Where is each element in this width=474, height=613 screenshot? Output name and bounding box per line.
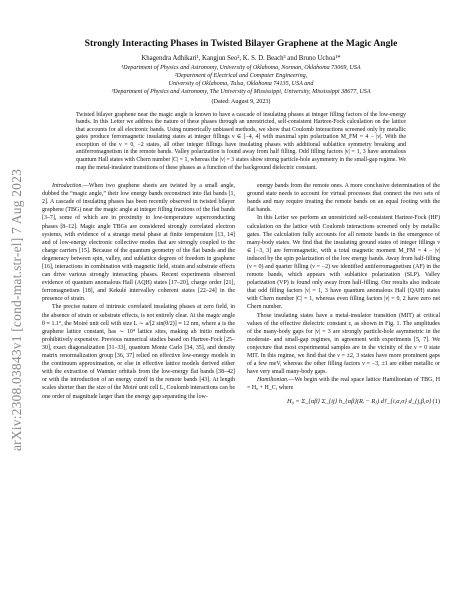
equation-1 <box>247 398 440 407</box>
intro-text: —When two graphene sheets are twisted by a small angle, dubbed the “magic angle,” their low energy bands reconstruct into flat bands [1, 2]. A cascade of insulating phases has been recently observed in twisted bilayer graphene (TBG) near the magic angle at integer filling fractions of the flat bands [3–7], some of which are in proximity to low-temperature superconducting phases [8–12]. Magic angle TBGs are considered strongly correlated electron systems, with evidence of a strange metal phase at finite temperature [13, 14] and of low-energy electronic collective modes that are strongly coupled to the charge carriers [15]. Because of the quantum geometry of the flat bands and the degeneracy between spin, valley, and sublattice degrees of freedom in graphene [16], interactions in combination with magnetic field, strain and substrate effects can drive various strongly interacting phases. Recent experiments observed evidence of quantum anomalous Hall (AQH) states [17–20], charge order [21], ferromagnetism [18], and Kekulé intervalley coherent states [22–24] in the presence of strain. <box>42 183 235 303</box>
right-paragraph-3: Those insulating states have a metal-insulator transition (MIT) at critical values of the effective dielectric constant ε, as shown in Fig. 1. The amplitudes of the many-body gaps for |ν| = 3 are strongly particle-hole asymmetric in the moderate- and small-gap regimes, in agreement with experiments [5, 7]. We conjecture that most experimental samples are in the vicinity of the ν = 0 state MIT. In this regime, we find that the ν = ±2, 3 states have more prominent gaps of a few meV, whereas the other filling factors ν = −3, ±1 are either metallic or have very small many-body gaps. <box>247 312 440 376</box>
intro-paragraph <box>42 182 235 303</box>
affiliation-3: University of Oklahoma, Tulsa, Oklahoma 74135, USA and <box>168 80 314 87</box>
right-column <box>247 182 440 406</box>
paper-title: Strongly Interacting Phases in Twisted Bilayer Graphene at the Magic Angle <box>84 38 398 49</box>
left-paragraph-2: The precise nature of intrinsic correlated insulating phases at zero field, in the absence of strain or substrate effects, is not entirely clear. At the magic angle θ ≈ 1.1°, the Moiré unit cell with size L ∼ a/[2 sin(θ/2)] ≈ 12 nm, where a is the graphene lattice constant, has ∼ 10⁴ lattice sites, making ab initio methods prohibitively expensive. Previous numerical studies based on Hartree-Fock [25–30], exact diagonalization [31–33], quantum Monte Carlo [34, 35], and density matrix renormalization group [36, 37] relied on effective low-energy models in the continuum approximation, or else in effective lattice models derived either with the extraction of Wannier orbitals from the low-energy flat bands [38–42] or with the introduction of an energy cutoff in the remote bands [43]. At length scales shorter than the size of the Moiré unit cell L, Coulomb interactions can be one order of magnitude larger than the energy gap separating the low- <box>42 304 235 400</box>
right-paragraph-1: energy bands from the remote ones. A more conclusive determination of the ground state needs to account for virtual processes that connect the two sets of bands and may require treating the remote bands on an equal footing with the flat bands. <box>247 183 440 214</box>
left-column <box>42 182 235 406</box>
affiliation-4: ³Department of Physics and Astronomy, The University of Mississippi, University, Mississippi 38677, USA <box>111 88 371 95</box>
paper-page <box>42 38 440 406</box>
intro-label: Introduction. <box>52 183 83 190</box>
affiliation-1: ¹Department of Physics and Astronomy, University of Oklahoma, Norman, Oklahoma 73069, USA <box>121 65 361 71</box>
right-paragraph-2: In this Letter we perform an unrestricted self-consistent Hartree-Fock (HF) calculation on the lattice with Coulomb interactions screened only by metallic gates. The calculation fully accounts for all remote bands in the emergence of many-body states. We find that the insulating ground states of integer fillings ν ∈ [−3, 3] are ferromagnetic, with a total magnetic moment M_FM = 4 − |ν| induced by the spin polarization of the low energy bands. Away from half-filling (ν = 0) and quarter filling (ν = −2) we identified antiferromagnetism (AF) in the remote bands, which appears with sublattice polarization (SLP). Valley polarization (VP) is found only away from half-filling. Our results also indicate that odd filling factors |ν| = 1, 3 have quantum anomalous Hall (QAH) states with Chern number |C| = 1, whereas even filling factors |ν| = 0, 2 have zero net Chern number. <box>247 215 440 311</box>
affiliation-2: ²Department of Electrical and Computer Engineering, <box>174 72 308 79</box>
equation-number: (1) <box>432 397 440 405</box>
body-columns <box>42 182 440 406</box>
hamiltonian-label: Hamiltonian. <box>257 377 289 384</box>
arxiv-identifier-sidebar <box>6 160 28 460</box>
hamiltonian-paragraph <box>247 376 440 392</box>
equation-body: H₀ = Σ_{αβ} Σ_{ij} h_{αβ}(Rᵢ − Rⱼ) d†_{i,α,σ} d_{j,β,σ} <box>287 397 432 405</box>
dated-line: (Dated: August 9, 2023) <box>211 98 271 105</box>
arxiv-identifier: arXiv:2308.03843v1 [cond-mat.str-el] 7 Aug 2023 <box>9 168 24 452</box>
author-list: Khagendra Adhikari¹, Kangjun Seo², K. S. D. Beach³ and Bruno Uchoa¹* <box>141 55 341 62</box>
hamiltonian-text: —We begin with the real space lattice Hamiltonian of TBG, H = H₀ + H_C, where <box>247 377 440 392</box>
abstract: Twisted bilayer graphene near the magic angle is known to have a cascade of insulating phases at integer filling factors of the low-energy bands. In this Letter we address the nature of these phases through an unrestricted, self-consistent Hartree-Fock calculation on the lattice that accounts for all electronic bands. Using numerically unbiased methods, we show that Coulomb interactions screened only by metallic gates produce ferromagnetic insulating states at integer fillings ν ∈ [−4, 4] with maximal spin polarization M_FM = 4 − |ν|. With the exception of the ν = 0, −2 states, all other integer fillings have insulating phases with additional sublattice symmetry breaking and antiferromagnetism in the remote bands. Valley polarization is found away from half filling. Odd filling factors |ν| = 1, 3 have anomalous quantum Hall states with Chern number |C| = 1, whereas the |ν| = 3 states show strong particle-hole asymmetry in the small-gap regime. We map the metal-insulator transitions of these phases as a function of the background dielectric constant. <box>76 111 406 171</box>
